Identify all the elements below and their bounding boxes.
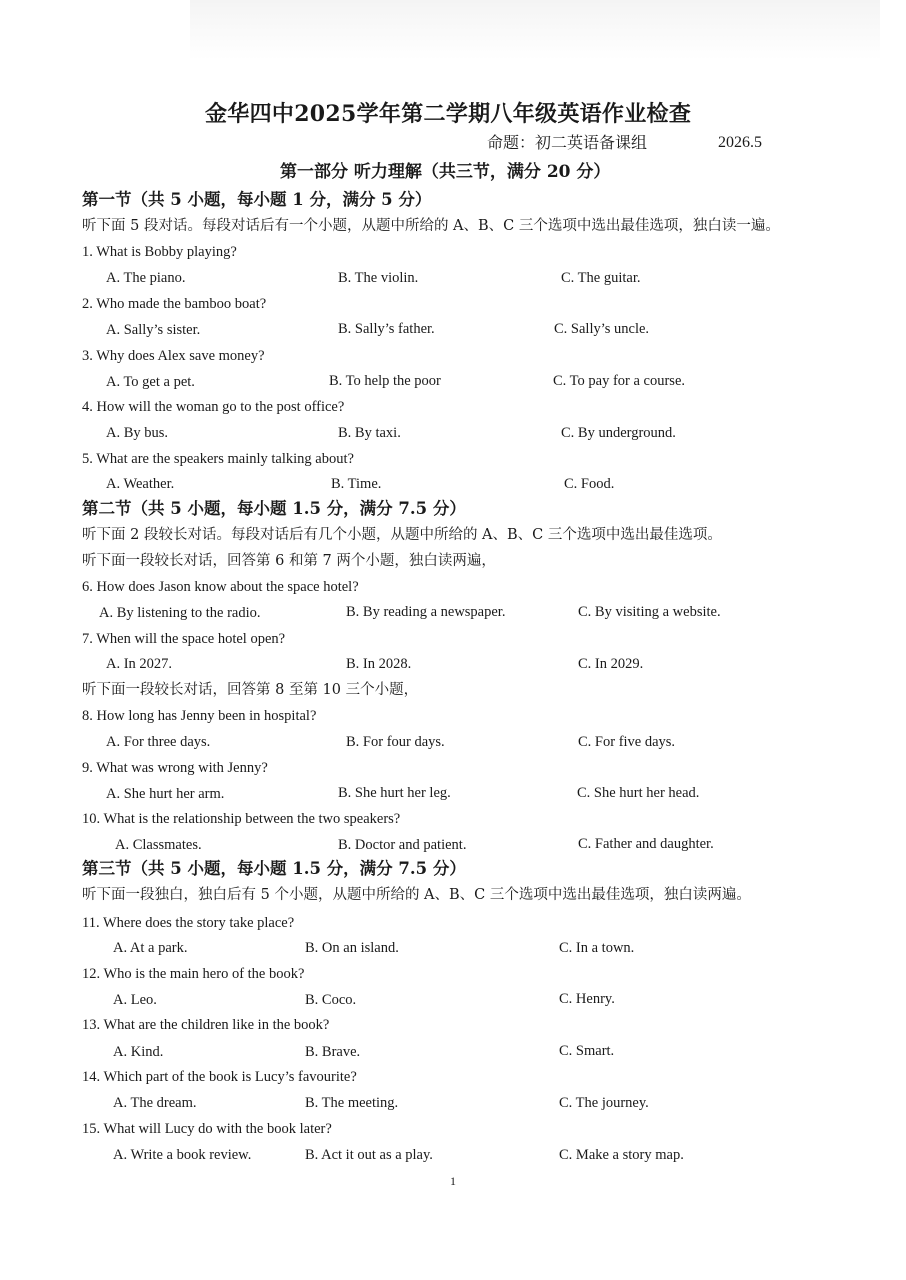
question-text: 4. How will the woman go to the post office? [82,399,345,415]
section-3-heading: 第三节（共 5 小题，每小题 1.5 分，满分 7.5 分） [82,859,466,878]
question-text: 5. What are the speakers mainly talking about? [82,451,354,467]
exam-author: 命题：初二英语备课组 [487,133,648,152]
option-b[interactable]: B. Coco. [305,992,357,1008]
option-b[interactable]: B. The violin. [338,270,419,286]
scan-shadow [190,0,880,60]
option-b[interactable]: B. On an island. [305,940,399,956]
option-a[interactable]: A. The piano. [106,270,186,286]
option-b[interactable]: B. By reading a newspaper. [346,604,506,620]
option-a[interactable]: A. By listening to the radio. [99,605,261,621]
option-a[interactable]: A. For three days. [106,734,211,750]
option-a[interactable]: A. The dream. [113,1095,197,1111]
section-2-sub-instruction-2: 听下面一段较长对话，回答第 8 至第 10 三个小题， [82,682,419,698]
question-text: 3. Why does Alex save money? [82,348,265,364]
section-1-instruction: 听下面 5 段对话。每段对话后有一个小题，从题中所给的 A、B、C 三个选项中选出最佳选项，独白读一遍。 [82,218,780,234]
option-c[interactable]: C. To pay for a course. [553,373,686,389]
question-text: 10. What is the relationship between the two speakers? [82,811,401,827]
option-b[interactable]: B. For four days. [346,734,445,750]
question-text: 11. Where does the story take place? [82,915,295,931]
page-number: 1 [450,1174,456,1188]
option-a[interactable]: A. At a park. [113,940,188,956]
option-c[interactable]: C. In a town. [559,940,635,956]
question-text: 14. Which part of the book is Lucy’s favourite? [82,1069,357,1085]
option-c[interactable]: C. Make a story map. [559,1147,684,1163]
option-c[interactable]: C. The journey. [559,1095,649,1111]
option-a[interactable]: A. She hurt her arm. [106,786,225,802]
option-c[interactable]: C. The guitar. [561,270,641,286]
option-c[interactable]: C. Father and daughter. [578,836,714,852]
option-b[interactable]: B. Sally’s father. [338,321,435,337]
option-a[interactable]: A. In 2027. [106,656,173,672]
question-text: 7. When will the space hotel open? [82,631,286,647]
option-b[interactable]: B. To help the poor [329,373,441,389]
option-b[interactable]: B. Act it out as a play. [305,1147,433,1163]
question-text: 15. What will Lucy do with the book later? [82,1121,332,1137]
section-2-heading: 第二节（共 5 小题，每小题 1.5 分，满分 7.5 分） [82,499,466,518]
exam-date: 2026.5 [718,134,762,151]
question-text: 13. What are the children like in the book? [82,1017,330,1033]
question-text: 1. What is Bobby playing? [82,244,237,260]
exam-title: 金华四中2025学年第二学期八年级英语作业检查 [205,101,692,127]
option-b[interactable]: B. The meeting. [305,1095,399,1111]
option-c[interactable]: C. Smart. [559,1043,615,1059]
option-c[interactable]: C. By underground. [561,425,676,441]
question-text: 2. Who made the bamboo boat? [82,296,267,312]
option-b[interactable]: B. In 2028. [346,656,412,672]
option-c[interactable]: C. Food. [564,476,615,492]
option-b[interactable]: B. Brave. [305,1044,361,1060]
option-c[interactable]: C. By visiting a website. [578,604,721,620]
question-text: 9. What was wrong with Jenny? [82,760,268,776]
option-b[interactable]: B. Time. [331,476,382,492]
option-c[interactable]: C. She hurt her head. [577,785,700,801]
question-text: 12. Who is the main hero of the book? [82,966,305,982]
section-2-instruction: 听下面 2 段较长对话。每段对话后有几个小题，从题中所给的 A、B、C 三个选项中选出最佳选项。 [82,527,722,543]
option-a[interactable]: A. Sally’s sister. [106,322,201,338]
option-b[interactable]: B. By taxi. [338,425,401,441]
option-a[interactable]: A. Write a book review. [113,1147,252,1163]
option-c[interactable]: C. Henry. [559,991,615,1007]
option-a[interactable]: A. By bus. [106,425,169,441]
question-text: 6. How does Jason know about the space hotel? [82,579,359,595]
option-a[interactable]: A. Kind. [113,1044,164,1060]
option-a[interactable]: A. Weather. [106,476,175,492]
part-title: 第一部分 听力理解（共三节，满分 20 分） [280,162,611,182]
option-c[interactable]: C. Sally’s uncle. [554,321,650,337]
section-1-heading: 第一节（共 5 小题，每小题 1 分，满分 5 分） [82,190,432,209]
option-a[interactable]: A. Leo. [113,992,157,1008]
section-3-instruction: 听下面一段独白，独白后有 5 个小题，从题中所给的 A、B、C 三个选项中选出最佳选项，独白读两遍。 [82,887,751,903]
option-b[interactable]: B. She hurt her leg. [338,785,451,801]
option-b[interactable]: B. Doctor and patient. [338,837,467,853]
section-2-sub-instruction-1: 听下面一段较长对话，回答第 6 和第 7 两个小题，独白读两遍， [82,553,496,569]
option-c[interactable]: C. For five days. [578,734,676,750]
option-a[interactable]: A. Classmates. [115,837,202,853]
option-a[interactable]: A. To get a pet. [106,374,195,390]
option-c[interactable]: C. In 2029. [578,656,644,672]
question-text: 8. How long has Jenny been in hospital? [82,708,317,724]
